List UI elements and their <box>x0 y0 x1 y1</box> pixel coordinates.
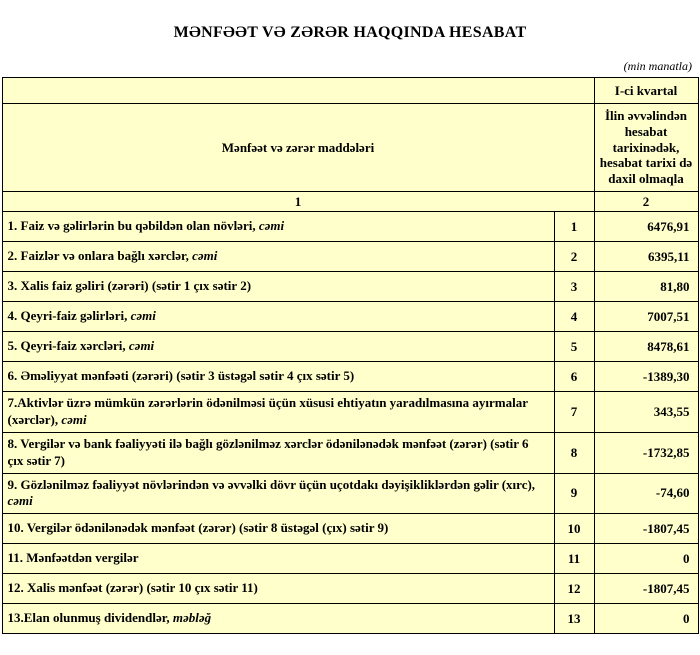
table-row <box>2 362 698 392</box>
row-number: 10 <box>554 514 594 544</box>
table-row <box>2 242 698 272</box>
table-row <box>2 212 698 242</box>
table-row <box>2 544 698 574</box>
header-period-cell: İlin əvvəlindən hesabat tarixinədək, hesabat tarixi də daxil olmaqla <box>594 104 698 192</box>
row-number: 12 <box>554 574 594 604</box>
page-title: MƏNFƏƏT VƏ ZƏRƏR HAQQINDA HESABAT <box>173 24 527 41</box>
row-label: 1. Faiz və gəlirlərin bu qəbildən olan növləri, cəmi <box>2 212 554 242</box>
row-value: 7007,51 <box>594 302 698 332</box>
header-row-index <box>2 192 698 212</box>
table-row <box>2 392 698 433</box>
header-row-quarter <box>2 78 698 104</box>
row-number: 9 <box>554 473 594 514</box>
row-number: 11 <box>554 544 594 574</box>
row-label: 2. Faizlər və onlara bağlı xərclər, cəmi <box>2 242 554 272</box>
row-number: 7 <box>554 392 594 433</box>
row-number: 13 <box>554 604 594 634</box>
row-label: 3. Xalis faiz gəliri (zərəri) (sətir 1 çıx sətir 2) <box>2 272 554 302</box>
header-index-right-cell: 2 <box>594 192 698 212</box>
row-value: 81,80 <box>594 272 698 302</box>
row-label: 9. Gözlənilməz fəaliyyət növlərindən və əvvəlki dövr üçün uçotdakı dəyişikliklərdən gəlir (xırc), cəmi <box>2 473 554 514</box>
row-number: 4 <box>554 302 594 332</box>
row-number: 5 <box>554 332 594 362</box>
row-value: 0 <box>594 604 698 634</box>
table-row <box>2 432 698 473</box>
row-label: 7.Aktivlər üzrə mümkün zərərlərin ödənilməsi üçün xüsusi ehtiyatın yaradılmasına ayırmalar (xərclər), cəmi <box>2 392 554 433</box>
row-label: 10. Vergilər ödənilənədək mənfəət (zərər) (sətir 8 üstəgəl (çıx) sətir 9) <box>2 514 554 544</box>
table-body <box>2 212 698 634</box>
table-row <box>2 332 698 362</box>
row-value: -1807,45 <box>594 514 698 544</box>
row-label-italic: cəmi <box>61 411 87 427</box>
row-label: 6. Əməliyyat mənfəəti (zərəri) (sətir 3 üstəgəl sətir 4 çıx sətir 5) <box>2 362 554 392</box>
row-label: 4. Qeyri-faiz gəlirləri, cəmi <box>2 302 554 332</box>
row-label: 12. Xalis mənfəət (zərər) (sətir 10 çıx sətir 11) <box>2 574 554 604</box>
row-number: 6 <box>554 362 594 392</box>
row-number: 2 <box>554 242 594 272</box>
table-row <box>2 574 698 604</box>
row-value: 8478,61 <box>594 332 698 362</box>
row-number: 8 <box>554 432 594 473</box>
header-row-main <box>2 104 698 192</box>
row-value: -74,60 <box>594 473 698 514</box>
row-value: -1389,30 <box>594 362 698 392</box>
row-value: 0 <box>594 544 698 574</box>
row-number: 1 <box>554 212 594 242</box>
row-label: 8. Vergilər və bank fəaliyyəti ilə bağlı gözlənilməz xərclər ödənilənədək mənfəət (zərər) (sətir 6 çıx sətir 7) <box>2 432 554 473</box>
table-row <box>2 604 698 634</box>
row-label-italic: cəmi <box>258 218 285 234</box>
row-value: -1807,45 <box>594 574 698 604</box>
row-value: -1732,85 <box>594 432 698 473</box>
row-value: 6476,91 <box>594 212 698 242</box>
header-index-left-cell: 1 <box>2 192 594 212</box>
row-label-italic: cəmi <box>7 493 33 509</box>
row-label-italic: cəmi <box>192 248 218 264</box>
unit-note: (min manatla) <box>623 59 692 73</box>
row-label-italic: cəmi <box>128 338 155 354</box>
table-row <box>2 302 698 332</box>
row-label-italic: məbləğ <box>172 610 212 626</box>
row-label: 5. Qeyri-faiz xərcləri, cəmi <box>2 332 554 362</box>
row-number: 3 <box>554 272 594 302</box>
profit-loss-table <box>2 77 699 634</box>
row-value: 6395,11 <box>594 242 698 272</box>
table-row <box>2 272 698 302</box>
row-value: 343,55 <box>594 392 698 433</box>
row-label: 11. Mənfəətdən vergilər <box>2 544 554 574</box>
table-row <box>2 473 698 514</box>
header-quarter-cell: I-ci kvartal <box>594 78 698 104</box>
table-row <box>2 514 698 544</box>
row-label: 13.Elan olunmuş dividendlər, məbləğ <box>2 604 554 634</box>
row-label-italic: cəmi <box>130 308 156 324</box>
header-items-cell: Mənfəət və zərər maddələri <box>2 104 594 192</box>
header-blank-cell <box>2 78 594 104</box>
